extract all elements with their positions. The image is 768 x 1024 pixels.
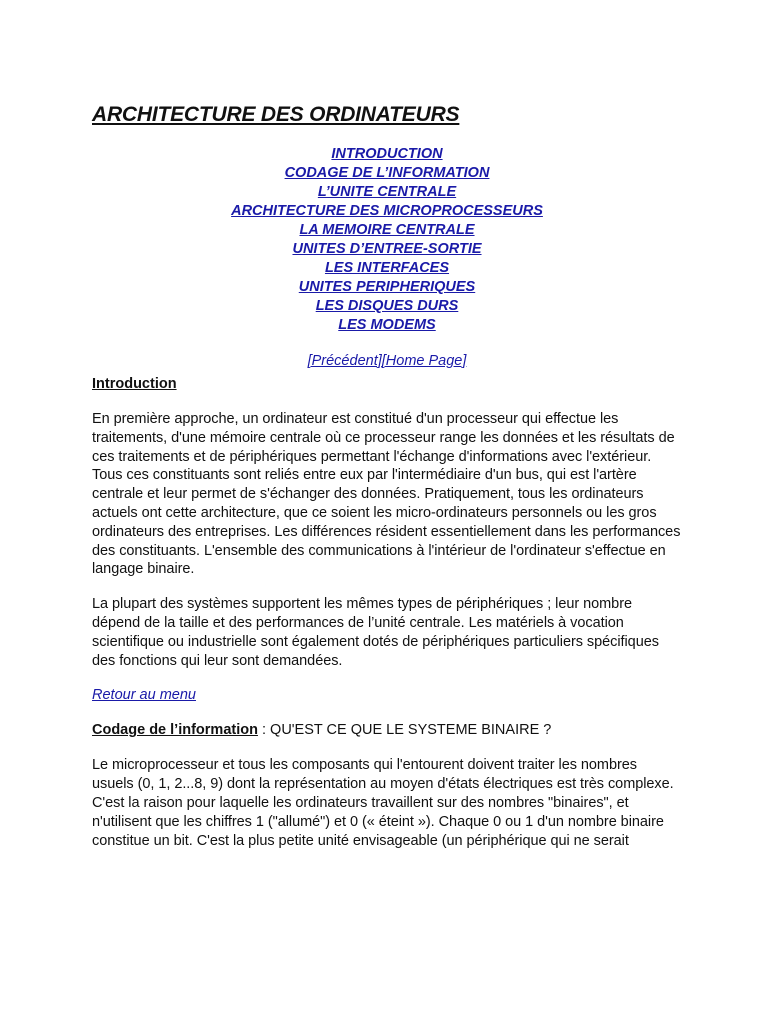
toc-item-codage bbox=[92, 164, 682, 183]
toc-link-entree-sortie[interactable]: UNITES D’ENTREE-SORTIE bbox=[292, 241, 482, 257]
toc-item-memoire bbox=[92, 221, 682, 240]
toc-link-disques[interactable]: LES DISQUES DURS bbox=[315, 298, 459, 314]
toc-item-peripheriques bbox=[92, 278, 682, 297]
back-to-menu bbox=[92, 686, 682, 705]
toc-link-introduction[interactable]: INTRODUCTION bbox=[331, 146, 443, 162]
back-to-menu-link[interactable]: Retour au menu bbox=[92, 687, 196, 704]
intro-paragraph-2: La plupart des systèmes supportent les mêmes types de périphériques ; leur nombre dépend de la taille et des performances de l’unité centrale. Les matériels à vocation scientifique ou industrielle sont également dotés de périphériques particuliers spécifiques des fonctions qui leur sont demandées. bbox=[92, 596, 659, 669]
toc-link-unite-centrale[interactable]: L’UNITE CENTRALE bbox=[317, 184, 457, 200]
document-page bbox=[92, 100, 682, 850]
toc-link-peripheriques[interactable]: UNITES PERIPHERIQUES bbox=[298, 279, 476, 295]
codage-paragraph: Le microprocesseur et tous les composants qui l'entourent doivent traiter les nombres usuels (0, 1, 2...8, 9) dont la représentation au moyen d'états électriques est très complexe. C'est la raison pour laquelle les ordinateurs travaillent sur des nombres "binaires", et n'utilisent que les chiffres 1 ("allumé") et 0 (« éteint »). Chaque 0 ou 1 d'un nombre binaire constitue un bit. C'est la plus petite unité envisageable (un périphérique qui ne serait bbox=[92, 757, 674, 849]
nav-links bbox=[92, 352, 682, 371]
toc-item-introduction bbox=[92, 145, 682, 164]
section-introduction bbox=[92, 375, 682, 394]
section-subtitle-codage: : QU'EST CE QUE LE SYSTEME BINAIRE ? bbox=[257, 722, 552, 739]
section-codage bbox=[92, 721, 682, 740]
toc-item-interfaces bbox=[92, 259, 682, 278]
toc-link-codage[interactable]: CODAGE DE L’INFORMATION bbox=[284, 165, 490, 181]
table-of-contents bbox=[92, 145, 682, 335]
toc-item-disques bbox=[92, 297, 682, 316]
toc-item-modems bbox=[92, 316, 682, 335]
toc-item-unite-centrale bbox=[92, 183, 682, 202]
toc-link-interfaces[interactable]: LES INTERFACES bbox=[324, 260, 450, 276]
section-heading-introduction: Introduction bbox=[92, 376, 177, 392]
toc-link-microprocesseurs[interactable]: ARCHITECTURE DES MICROPROCESSEURS bbox=[231, 203, 543, 219]
section-heading-codage: Codage de l’information bbox=[92, 722, 258, 739]
toc-item-microprocesseurs bbox=[92, 202, 682, 221]
page-title: ARCHITECTURE DES ORDINATEURS bbox=[92, 103, 460, 126]
toc-link-memoire[interactable]: LA MEMOIRE CENTRALE bbox=[299, 222, 475, 238]
toc-item-entree-sortie bbox=[92, 240, 682, 259]
intro-paragraph-1: En première approche, un ordinateur est constitué d'un processeur qui effectue les traitements, d'une mémoire centrale où ce processeur range les données et les résultats de ces traitements et de périphériques permettant l'échange d'informations avec l'extérieur. Tous ces constituants sont reliés entre eux par l'intermédiaire d'un bus, qui est l'artère centrale et leur permet de s'échanger des données. Pratiquement, tous les ordinateurs actuels ont cette architecture, que ce soient les micro-ordinateurs personnels ou les gros ordinateurs des entreprises. Les différences résident essentiellement dans les performances des constituants. L'ensemble des communications à l'intérieur de l'ordinateur s'effectue en langage binaire. bbox=[92, 411, 681, 578]
home-page-link[interactable]: [Home Page] bbox=[381, 353, 467, 369]
toc-link-modems[interactable]: LES MODEMS bbox=[338, 317, 436, 333]
previous-link[interactable]: [Précédent] bbox=[307, 353, 382, 369]
